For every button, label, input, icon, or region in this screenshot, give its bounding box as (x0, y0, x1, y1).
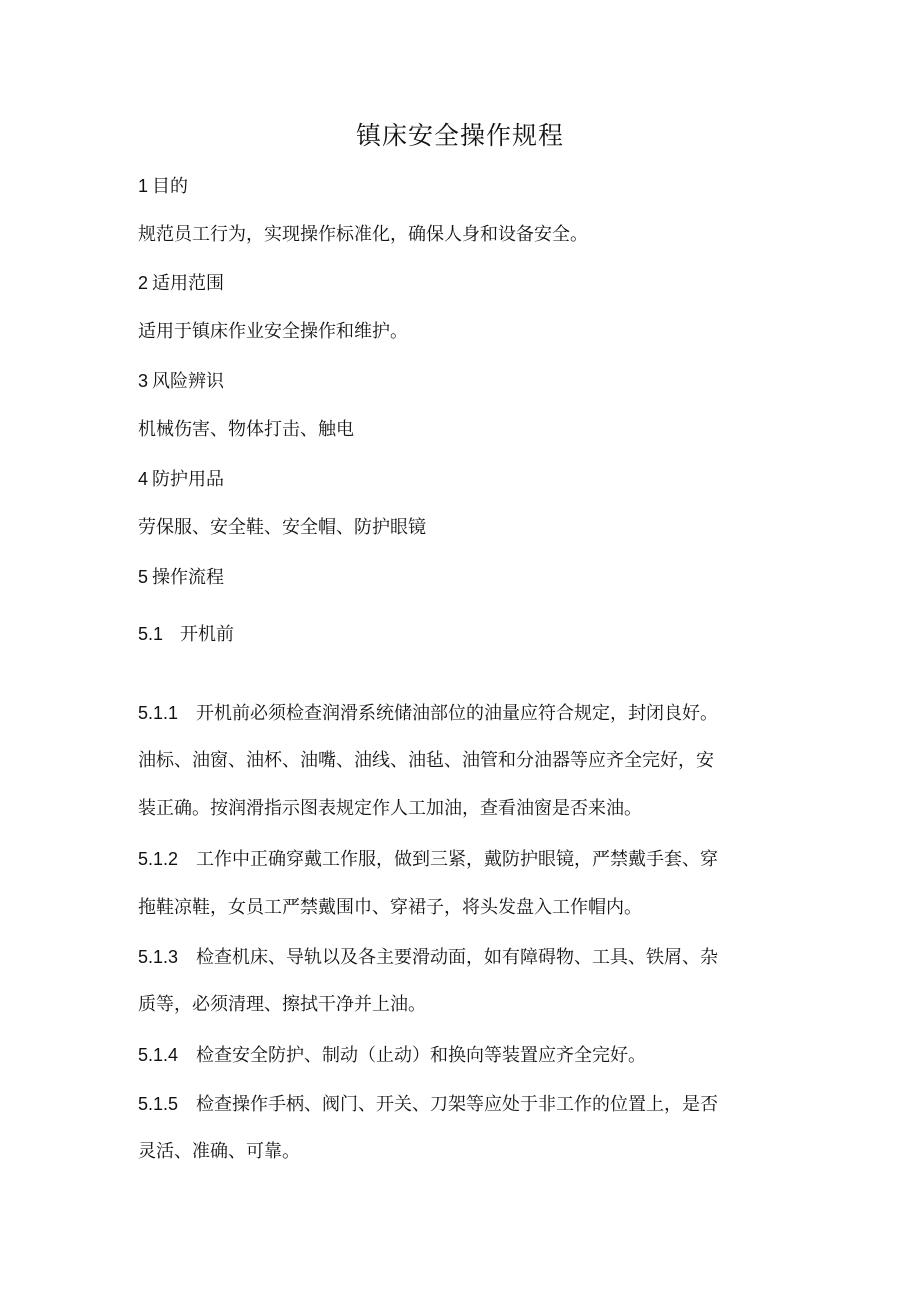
item-number: 5.1.3 (138, 947, 179, 967)
section-body: 规范员工行为，实现操作标准化，确保人身和设备安全。 (138, 224, 588, 245)
document-title: 镇床安全操作规程 (355, 121, 564, 150)
section-heading (138, 171, 798, 202)
item-line: 装正确。按润滑指示图表规定作人工加油，查看油窗是否来油。 (138, 798, 642, 819)
item-line: 质等，必须清理、擦拭干净并上油。 (138, 994, 426, 1015)
subsection-title: 开机前 (180, 624, 234, 645)
item-text: 开机前必须检查润滑系统储油部位的油量应符合规定，封闭良好。 (196, 703, 718, 724)
item-text: 检查操作手柄、阀门、开关、刀架等应处于非工作的位置上，是否 (196, 1094, 718, 1115)
section-number: 4 (138, 469, 149, 489)
section-heading (138, 366, 798, 397)
section-body: 适用于镇床作业安全操作和维护。 (138, 321, 408, 342)
section-body: 机械伤害、物体打击、触电 (138, 419, 354, 440)
item-text: 工作中正确穿戴工作服，做到三紧，戴防护眼镜，严禁戴手套、穿 (196, 849, 718, 870)
section-number: 5 (138, 567, 149, 587)
section-number: 3 (138, 371, 149, 391)
item-line: 油标、油窗、油杯、油嘴、油线、油毡、油管和分油器等应齐全完好，安 (138, 750, 714, 771)
section-body: 劳保服、安全鞋、安全帽、防护眼镜 (138, 517, 426, 538)
item-line (138, 942, 798, 973)
section-title: 目的 (152, 176, 189, 197)
item-line (138, 844, 798, 875)
item-line: 灵活、准确、可靠。 (138, 1141, 300, 1162)
section-heading (138, 562, 798, 593)
item-text: 检查机床、导轨以及各主要滑动面，如有障碍物、工具、铁屑、杂 (196, 947, 718, 968)
item-number: 5.1.4 (138, 1045, 179, 1065)
item-number: 5.1.2 (138, 849, 179, 869)
section-number: 2 (138, 273, 149, 293)
section-title: 操作流程 (152, 567, 225, 588)
item-number: 5.1.5 (138, 1094, 179, 1114)
item-line: 拖鞋凉鞋，女员工严禁戴围巾、穿裙子，将头发盘入工作帽内。 (138, 897, 642, 918)
item-line (138, 698, 798, 729)
section-title: 防护用品 (152, 469, 225, 490)
subsection-heading (138, 619, 798, 650)
section-number: 1 (138, 176, 149, 196)
item-line (138, 1040, 798, 1071)
subsection-number: 5.1 (138, 624, 164, 644)
section-heading (138, 268, 798, 299)
section-heading (138, 464, 798, 495)
section-title: 风险辨识 (152, 371, 225, 392)
section-title: 适用范围 (152, 273, 225, 294)
item-number: 5.1.1 (138, 703, 179, 723)
item-line (138, 1089, 798, 1120)
item-text: 检查安全防护、制动（止动）和换向等装置应齐全完好。 (196, 1045, 646, 1066)
